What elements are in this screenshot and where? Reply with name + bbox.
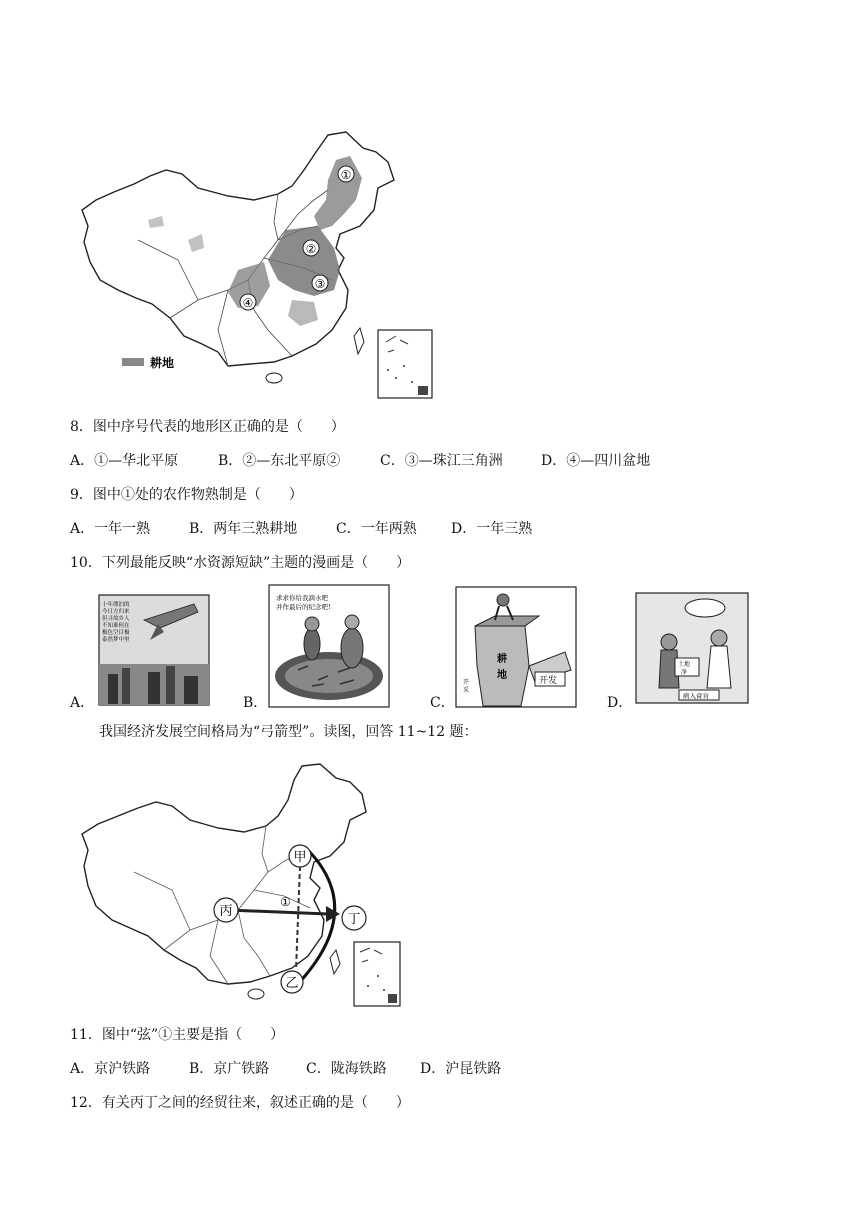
q10-letter-a[interactable]: A． (70, 695, 95, 711)
q9-option-c[interactable]: C．一年两熟 (336, 521, 417, 537)
q8-option-c[interactable]: C．③—珠江三角洲 (380, 453, 503, 469)
q10-letter-d[interactable]: D． (607, 695, 633, 711)
svg-text:乙: 乙 (285, 976, 299, 991)
svg-text:泰然梦中里: 泰然梦中里 (102, 637, 130, 643)
label-yi (281, 971, 303, 993)
label-bing (214, 898, 238, 922)
q8-option-b[interactable]: B．②—东北平原② (218, 453, 341, 469)
svg-text:丙: 丙 (219, 904, 233, 919)
svg-text:但寻故乡人: 但寻故乡人 (102, 616, 130, 622)
cartoon-a[interactable] (98, 594, 210, 706)
svg-text:②: ② (305, 242, 317, 256)
svg-text:极色空目极: 极色空目极 (102, 630, 130, 636)
label-jia (289, 845, 311, 867)
svg-text:耕: 耕 (497, 654, 507, 665)
label-ding (342, 906, 366, 930)
svg-text:④: ④ (242, 296, 254, 310)
svg-text:并作最后的纪念吧!: 并作最后的纪念吧! (276, 603, 331, 611)
question-10-stem: 10．下列最能反映“水资源短缺”主题的漫画是（ ） (70, 555, 411, 571)
cartoon-c[interactable] (455, 586, 577, 708)
svg-text:地: 地 (497, 670, 507, 681)
question-12-stem: 12．有关丙丁之间的经贸往来，叙述正确的是（ ） (70, 1095, 410, 1111)
svg-text:不知谁何在: 不知谁何在 (102, 623, 130, 629)
marker-2 (303, 240, 319, 256)
q9-option-d[interactable]: D．一年三熟 (451, 521, 533, 537)
svg-text:①: ① (340, 168, 352, 182)
q11-option-a[interactable]: A．京沪铁路 (70, 1061, 151, 1077)
question-8-stem: 8．图中序号代表的地形区正确的是（ ） (70, 419, 345, 435)
q8-option-a[interactable]: A．①—华北平原 (70, 453, 179, 469)
china-farmland-map (78, 130, 438, 402)
legend-label: 耕地 (150, 356, 175, 370)
svg-text:③: ③ (314, 277, 326, 291)
svg-text:病入膏肓: 病入膏肓 (683, 692, 709, 700)
q10-letter-c[interactable]: C． (430, 695, 455, 711)
q8-option-d[interactable]: D．④—四川盆地 (541, 453, 651, 469)
question-9-stem: 9．图中①处的农作物熟制是（ ） (70, 487, 303, 503)
marker-4 (240, 294, 256, 310)
svg-text:求求你给我滴水吧: 求求你给我滴水吧 (276, 594, 328, 602)
question-11-stem: 11．图中“弦”①主要是指（ ） (70, 1027, 285, 1043)
svg-text:开发: 开发 (539, 676, 558, 686)
legend-swatch (122, 358, 144, 366)
bow-arrow-map (78, 760, 404, 1010)
cartoon-b[interactable] (268, 584, 390, 708)
cartoon-d[interactable] (635, 592, 749, 704)
map-farmland (78, 130, 438, 402)
q11-option-c[interactable]: C．陇海铁路 (306, 1061, 387, 1077)
q10-letter-b[interactable]: B． (243, 695, 268, 711)
q9-option-a[interactable]: A．一年一熟 (70, 521, 151, 537)
map-bow-arrow (78, 760, 404, 1010)
svg-text:开: 开 (463, 679, 470, 686)
marker-1 (338, 166, 354, 182)
svg-text:土地: 土地 (678, 661, 691, 668)
intro-text: 我国经济发展空间格局为“弓箭型”。读图，回答 11~12 题： (99, 724, 478, 740)
label-string-1: ① (280, 895, 291, 909)
svg-text:采: 采 (463, 687, 470, 694)
svg-text:丁: 丁 (347, 912, 361, 927)
svg-text:甲: 甲 (293, 850, 307, 865)
q11-option-d[interactable]: D．沪昆铁路 (420, 1061, 502, 1077)
svg-text:今日方归来: 今日方归来 (102, 609, 130, 615)
q9-option-b[interactable]: B．两年三熟耕地 (189, 521, 298, 537)
svg-text:十年漂泊的: 十年漂泊的 (102, 602, 130, 608)
marker-3 (312, 275, 328, 291)
q11-option-b[interactable]: B．京广铁路 (189, 1061, 270, 1077)
svg-text:净: 净 (681, 669, 688, 676)
